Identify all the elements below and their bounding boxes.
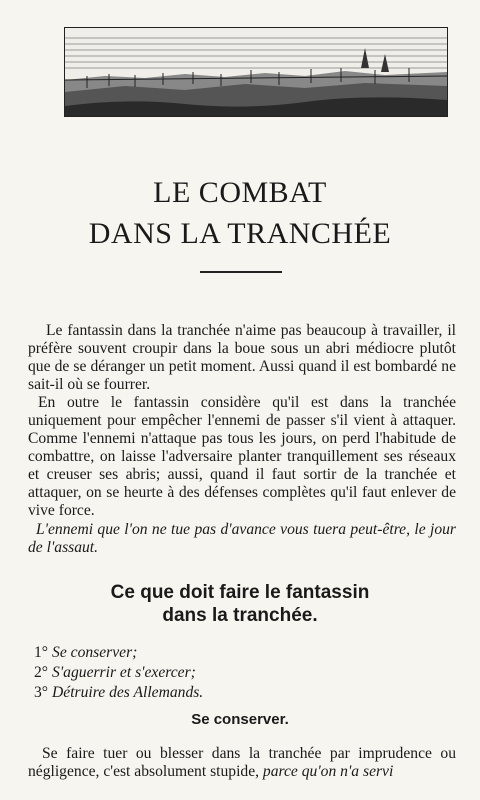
duties-list — [34, 643, 203, 703]
list-item-number: 1° — [34, 644, 49, 661]
list-item-text: S'aguerrir et s'exercer; — [52, 664, 196, 681]
list-item — [34, 643, 203, 663]
paragraph-2: En outre le fantassin considère qu'il est dans la tranchée uniquement pour empêcher l'ennemi de passer s'il vient à attaquer. Comme l'ennemi n'attaque pas tous les jours, on perd l'habitude de combattre, on laisse l'adversaire planter tranquillement ses réseaux et creuser ses abris; aussi, quand il faut sortir de la tranchée et attaquer, on se heurte à des défenses complètes qu'il faut enlever de vive force. — [28, 394, 456, 519]
list-item-text: Se conserver; — [52, 644, 138, 661]
section-heading-line-2: dans la tranchée. — [162, 605, 318, 626]
trench-battlefield-engraving — [64, 27, 448, 117]
title-line-2: DANS LA TRANCHÉE — [88, 217, 392, 250]
paragraph-4-text: Se faire tuer ou blesser dans la tranchée par imprudence ou négligence, c'est absolument stupide, — [28, 745, 456, 780]
subsection-heading: Se conserver. — [191, 711, 289, 728]
paragraph-4-italic: parce qu'on n'a servi — [262, 763, 394, 780]
list-item-text: Détruire des Allemands. — [52, 684, 204, 701]
paragraph-1: Le fantassin dans la tranchée n'aime pas beaucoup à travailler, il préfère souvent croupir dans la boue sous un abri médiocre plutôt que de se déranger un petit moment. Aussi quand il est bombardé ne sait-il où se fourrer. — [28, 322, 456, 393]
list-item — [34, 683, 203, 703]
paragraph-4 — [28, 745, 456, 781]
list-item-number: 2° — [34, 664, 49, 681]
title-line-1: LE COMBAT — [153, 176, 327, 209]
engraving-illustration — [65, 28, 447, 116]
list-item-number: 3° — [34, 684, 49, 701]
section-heading-line-1: Ce que doit faire le fantassin — [110, 582, 370, 603]
list-item — [34, 663, 203, 683]
title-divider — [200, 271, 282, 273]
paragraph-3-italic: L'ennemi que l'on ne tue pas d'avance vous tuera peut-être, le jour de l'assaut. — [28, 521, 456, 556]
